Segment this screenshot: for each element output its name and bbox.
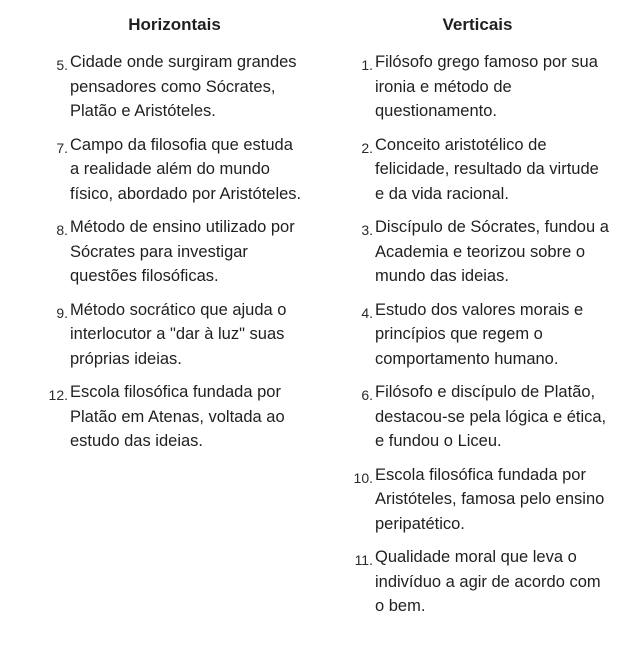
clue-item [345, 380, 610, 454]
clue-text: Estudo dos valores morais e princípios que regem o comportamento humano. [375, 300, 584, 368]
clue-item [40, 133, 305, 207]
clue-text: Filósofo grego famoso por sua ironia e método de questionamento. [375, 53, 598, 120]
clue-number: 9. [56, 304, 68, 321]
vertical-clues-heading: Verticais [442, 15, 513, 34]
clue-number: 1. [361, 57, 373, 73]
clue-number: 3. [361, 222, 373, 238]
clue-number: 11. [354, 552, 373, 568]
vertical-clues-column [345, 14, 610, 628]
clue-item [345, 50, 610, 124]
clue-text: Escola filosófica fundada por Aristóteles, famosa pelo ensino peripatético. [375, 465, 605, 533]
clue-text: Filósofo e discípulo de Platão, destacou-se pela lógica e ética, e fundou o Liceu. [375, 383, 607, 450]
clue-text: Método de ensino utilizado por Sócrates para investigar questões filosóficas. [70, 218, 295, 285]
clue-item [345, 545, 610, 619]
clue-text: Conceito aristotélico de felicidade, resultado da virtude e da vida racional. [375, 135, 599, 203]
clue-number: 10. [353, 469, 373, 486]
clue-item [40, 298, 305, 372]
clue-number: 4. [361, 304, 373, 321]
clue-item [40, 380, 305, 454]
clue-number: 7. [56, 139, 68, 156]
horizontal-clue-list [40, 50, 305, 454]
clue-item [40, 215, 305, 289]
clue-text: Escola filosófica fundada por Platão em Atenas, voltada ao estudo das ideias. [70, 383, 285, 450]
horizontal-clues-heading: Horizontais [128, 15, 221, 34]
clue-text: Campo da filosofia que estuda a realidade além do mundo físico, abordado por Aristóteles. [70, 135, 302, 203]
vertical-clue-list [345, 50, 610, 619]
clue-text: Qualidade moral que leva o indivíduo a agir de acordo com o bem. [375, 548, 601, 615]
clue-text: Discípulo de Sócrates, fundou a Academia e teorizou sobre o mundo das ideias. [375, 218, 609, 285]
clue-item [40, 50, 305, 124]
clue-number: 5. [56, 57, 68, 73]
clue-item [345, 133, 610, 207]
clue-number: 6. [361, 387, 373, 403]
clue-item [345, 463, 610, 537]
horizontal-clues-column [40, 14, 305, 463]
clue-number: 2. [361, 139, 373, 156]
clue-item [345, 215, 610, 289]
clue-text: Cidade onde surgiram grandes pensadores como Sócrates, Platão e Aristóteles. [70, 53, 297, 120]
clue-item [345, 298, 610, 372]
clue-text: Método socrático que ajuda o interlocutor a "dar à luz" suas próprias ideias. [70, 300, 287, 368]
clue-number: 12. [48, 387, 68, 403]
clue-number: 8. [56, 222, 68, 238]
